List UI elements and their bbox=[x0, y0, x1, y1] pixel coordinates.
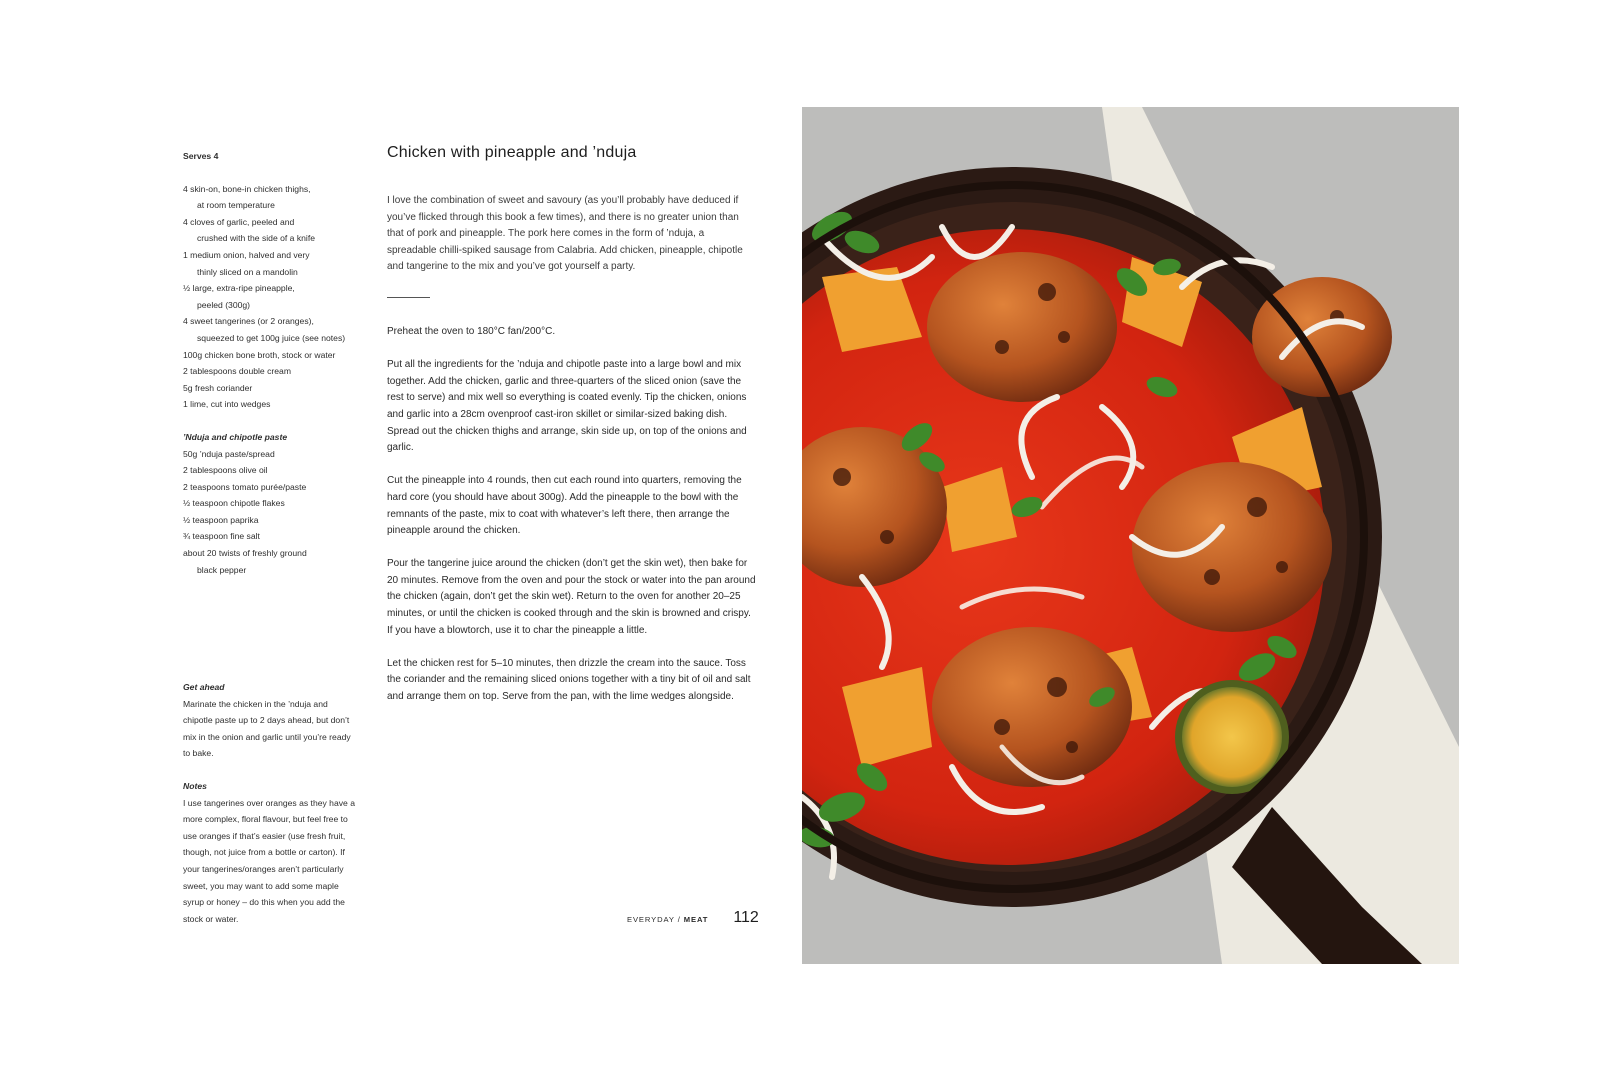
section-label-prefix: EVERYDAY / bbox=[627, 915, 684, 924]
recipe-intro: I love the combination of sweet and savoury (as you’ll probably have deduced if you’ve flicked through this book a few times), and there is no greater union than that of pork and pineapple. The pork here comes in the form of ’nduja, a spreadable chilli-spiked sausage from Calabria. Add chicken, pineapple, chipotle and tangerine to the mix and you’ve got yourself a party. bbox=[387, 195, 743, 273]
paste-ingredient-item bbox=[183, 446, 363, 463]
paste-ingredient-item bbox=[183, 479, 363, 496]
ingredient-item bbox=[183, 280, 363, 313]
ingredient-line: 2 tablespoons double cream bbox=[183, 366, 291, 377]
page-footer bbox=[627, 909, 759, 927]
get-ahead-heading: Get ahead bbox=[183, 682, 225, 692]
ingredient-item bbox=[183, 247, 363, 280]
paste-ingredient-item bbox=[183, 528, 363, 545]
ingredient-item bbox=[183, 347, 363, 364]
paste-ingredient-line: 2 tablespoons olive oil bbox=[183, 465, 268, 476]
method-step: Pour the tangerine juice around the chicken (don’t get the skin wet), then bake for 20 minutes. Remove from the oven and pour the stock or water into the pan around the chicken (again, don’t get the skin wet). Return to the oven for another 20–25 minutes, or until the chicken is cooked through and the skin is browned and crispy. If you have a blowtorch, use it to char the pineapple a little. bbox=[387, 558, 756, 636]
divider-rule bbox=[387, 297, 430, 298]
ingredient-line: 1 medium onion, halved and very bbox=[183, 249, 310, 260]
ingredients-column bbox=[183, 148, 363, 578]
paste-ingredient-line: ½ teaspoon paprika bbox=[183, 514, 259, 525]
ingredient-line-continued: peeled (300g) bbox=[197, 299, 251, 310]
ingredient-line: 100g chicken bone broth, stock or water bbox=[183, 349, 336, 360]
notes-heading: Notes bbox=[183, 780, 207, 791]
ingredient-item bbox=[183, 181, 363, 214]
method-step: Put all the ingredients for the ’nduja and chipotle paste into a large bowl and mix together. Add the chicken, garlic and three-quarters of the sliced onion (save the rest to serve) and mix well so everything is coated evenly. Tip the chicken, onions and garlic into a 28cm ovenproof cast-iron skillet or similar-sized baking dish. Spread out the chicken thighs and arrange, skin side up, on top of the onions and garlic. bbox=[387, 359, 747, 454]
paste-ingredient-item bbox=[183, 545, 363, 578]
dish-illustration bbox=[802, 107, 1459, 964]
method-steps bbox=[387, 324, 757, 706]
serves-label: Serves 4 bbox=[183, 151, 219, 161]
main-column bbox=[387, 142, 757, 722]
get-ahead-text: Marinate the chicken in the ’nduja and chipotle paste up to 2 days ahead, but don’t mix in the onion and garlic until you’re ready to bake. bbox=[183, 698, 351, 759]
side-notes bbox=[183, 679, 358, 927]
ingredient-item bbox=[183, 214, 363, 247]
section-label-bold: MEAT bbox=[683, 915, 709, 924]
ingredient-line-continued: thinly sliced on a mandolin bbox=[197, 266, 298, 277]
paste-ingredient-list bbox=[183, 446, 363, 579]
paste-ingredient-line: ½ teaspoon chipotle flakes bbox=[183, 498, 285, 509]
ingredient-item bbox=[183, 396, 363, 413]
section-label bbox=[627, 915, 708, 924]
paste-ingredient-item bbox=[183, 512, 363, 529]
paste-ingredient-line-continued: black pepper bbox=[197, 564, 247, 575]
ingredient-line: ½ large, extra-ripe pineapple, bbox=[183, 283, 295, 294]
ingredient-item bbox=[183, 363, 363, 380]
paste-ingredient-line: about 20 twists of freshly ground bbox=[183, 548, 307, 559]
page-number: 112 bbox=[733, 909, 759, 926]
ingredient-item bbox=[183, 313, 363, 346]
paste-ingredient-line: 50g ’nduja paste/spread bbox=[183, 448, 275, 459]
ingredient-list bbox=[183, 181, 363, 413]
ingredient-line: 4 skin-on, bone-in chicken thighs, bbox=[183, 183, 311, 194]
paste-heading: ’Nduja and chipotle paste bbox=[183, 431, 288, 442]
ingredient-item bbox=[183, 380, 363, 397]
ingredient-line: 4 cloves of garlic, peeled and bbox=[183, 216, 295, 227]
method-step: Cut the pineapple into 4 rounds, then cut each round into quarters, removing the hard core (you should have about 300g). Add the pineapple to the bowl with the remnants of the paste, mix to coat with whatever’s left there, then arrange the pineapple around the chicken. bbox=[387, 475, 742, 537]
ingredient-line: 4 sweet tangerines (or 2 oranges), bbox=[183, 316, 314, 327]
ingredient-line: 5g fresh coriander bbox=[183, 382, 253, 393]
paste-ingredient-item bbox=[183, 462, 363, 479]
notes-text: I use tangerines over oranges as they have a more complex, floral flavour, but feel free to use oranges if that’s easier (use fresh fruit, though, not juice from a bottle or carton). If your tangerines/oranges aren’t particularly sweet, you may want to add some maple syrup or honey – do this when you add the stock or water. bbox=[183, 797, 355, 924]
paste-ingredient-line: 2 teaspoons tomato purée/paste bbox=[183, 481, 307, 492]
paste-ingredient-item bbox=[183, 495, 363, 512]
method-step: Let the chicken rest for 5–10 minutes, then drizzle the cream into the sauce. Toss the coriander and the remaining sliced onions together with a tiny bit of oil and salt and arrange them on top. Serve from the pan, with the lime wedges alongside. bbox=[387, 657, 751, 703]
ingredient-line-continued: squeezed to get 100g juice (see notes) bbox=[197, 332, 346, 343]
method-step: Preheat the oven to 180°C fan/200°C. bbox=[387, 325, 556, 337]
dish-photo bbox=[802, 107, 1459, 964]
ingredient-line: 1 lime, cut into wedges bbox=[183, 399, 271, 410]
ingredient-line-continued: at room temperature bbox=[197, 200, 275, 211]
ingredient-line-continued: crushed with the side of a knife bbox=[197, 233, 315, 244]
recipe-title: Chicken with pineapple and ’nduja bbox=[387, 144, 637, 161]
paste-ingredient-line: ¾ teaspoon fine salt bbox=[183, 531, 260, 542]
